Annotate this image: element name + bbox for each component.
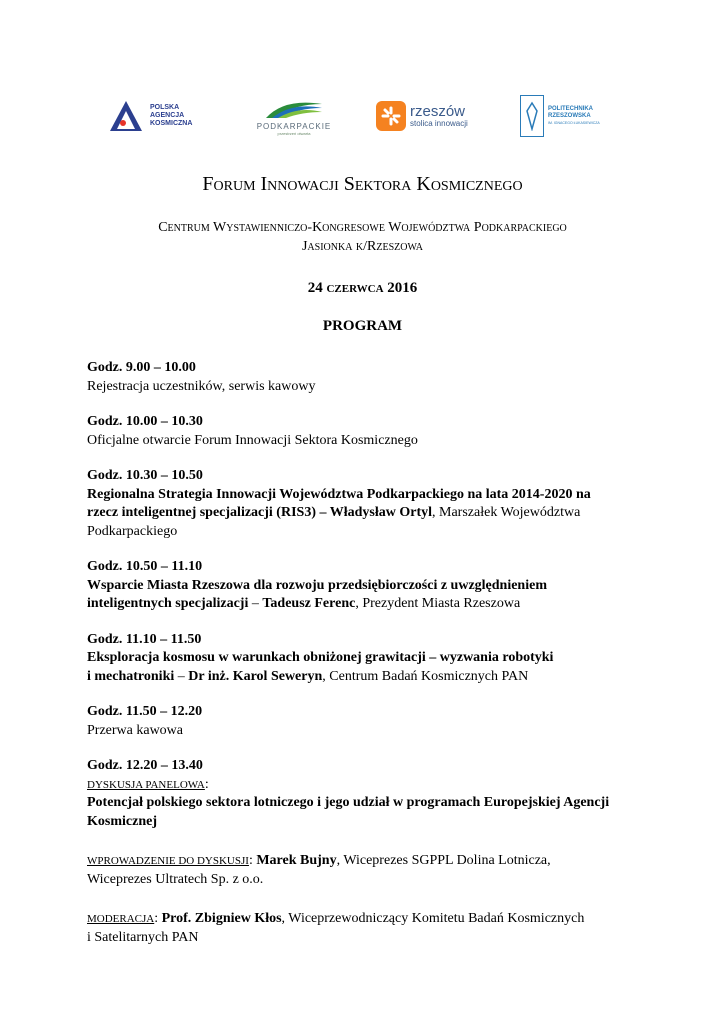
podkarpackie-logo-subtext: przestrzeń otwarta	[277, 131, 311, 136]
polska-agencja-kosmiczna-logo	[108, 88, 213, 144]
rzeszow-star-icon	[376, 101, 406, 131]
rzeszow-logo-text: rzeszów	[410, 103, 466, 120]
venue-line-2: Jasionka k/Rzeszowa	[301, 239, 424, 254]
agenda-speaker-line	[87, 504, 647, 523]
panel-topic: Potencjał polskiego sektora lotniczego i jego udział w programach Europejskiej Agencji	[87, 795, 610, 810]
pak-logo-text: POLSKA AGENCJA KOSMICZNA	[150, 104, 193, 127]
agenda-topic: Regionalna Strategia Innowacji Województwa Podkarpackiego na lata 2014-2020 na	[87, 486, 591, 502]
podkarpackie-hills-icon	[264, 96, 324, 120]
agenda-speaker-name: Tadeusz Ferenc	[262, 596, 356, 611]
podkarpackie-logo-text: PODKARPACKIE	[256, 122, 332, 131]
agenda-item	[87, 359, 647, 396]
politechnika-rzeszowska-logo	[520, 88, 616, 144]
event-date: 24 czerwca 2016	[307, 280, 418, 296]
panel-intro: WPROWADZENIE DO DYSKUSJI: Marek Bujny, Wiceprezes SGPPL Dolina Lotnicza, Wiceprezes Ultratech Sp. z o.o.	[87, 852, 647, 889]
program-heading: PROGRAM	[322, 318, 403, 334]
moderator-role: , Wiceprzewodniczący Komitetu Badań Kosmicznych	[281, 911, 585, 926]
politechnika-logo-subtext: IM. IGNACEGO ŁUKASIEWICZA	[548, 120, 600, 125]
logo-strip	[0, 88, 725, 144]
agenda-time: Godz. 10.50 – 11.10	[87, 559, 203, 574]
panel-topic-cont: Kosmicznej	[87, 813, 157, 829]
politechnika-emblem-icon	[520, 95, 544, 137]
moderator-role-cont: i Satelitarnych PAN	[87, 929, 199, 945]
podkarpackie-logo	[246, 88, 342, 144]
agenda-topic-speaker: rzecz inteligentnej specjalizacji (RIS3) – Władysław Ortyl	[87, 505, 433, 520]
agenda-speaker-role: , Centrum Badań Kosmicznych PAN	[322, 668, 529, 684]
politechnika-logo-text: POLITECHNIKA RZESZOWSKA	[548, 105, 593, 119]
agenda-item	[87, 413, 647, 450]
venue-line-1: Centrum Wystawienniczo-Kongresowe Województwa Podkarpackiego	[158, 220, 567, 235]
pak-triangle-icon	[108, 99, 144, 133]
agenda-time: Godz. 11.10 – 11.50	[87, 631, 202, 647]
agenda-topic-cont: inteligentnych specjalizacji	[87, 596, 249, 611]
agenda-time: Godz. 10.30 – 10.50	[87, 468, 203, 483]
agenda-speaker-role-cont: Podkarpackiego	[87, 523, 178, 539]
panel-intro-speaker: Marek Bujny	[256, 853, 337, 868]
agenda-time: Godz. 12.20 – 13.40	[87, 758, 203, 773]
agenda-time: Godz. 10.00 – 10.30	[87, 414, 203, 429]
agenda-speaker-line: inteligentnych specjalizacji – Tadeusz Ferenc, Prezydent Miasta Rzeszowa	[87, 596, 521, 611]
agenda-description: Przerwa kawowa	[87, 722, 184, 738]
panel-moderation: MODERACJA: Prof. Zbigniew Kłos, Wiceprzewodniczący Komitetu Badań Kosmicznych i Satelitarnych PAN	[87, 910, 647, 947]
agenda-item	[87, 631, 647, 687]
page-title	[0, 173, 725, 196]
panel-discussion-label: DYSKUSJA PANELOWA	[87, 778, 205, 791]
agenda-description: Rejestracja uczestników, serwis kawowy	[87, 378, 316, 394]
panel-intro-role: , Wiceprezes SGPPL Dolina Lotnicza,	[336, 853, 551, 868]
page-title-text: Forum Innowacji Sektora Kosmicznego	[202, 173, 523, 195]
agenda-speaker-role: , Marszałek Województwa	[432, 505, 581, 520]
panel-intro-label: WPROWADZENIE DO DYSKUSJI	[87, 855, 249, 867]
panel-label-line: DYSKUSJA PANELOWA:	[87, 776, 209, 792]
panel-intro-role-cont: Wiceprezes Ultratech Sp. z o.o.	[87, 871, 264, 887]
agenda-description: Oficjalne otwarcie Forum Innowacji Sektora Kosmicznego	[87, 432, 418, 448]
moderator-name: Prof. Zbigniew Kłos	[161, 911, 282, 926]
rzeszow-logo-subtext: stolica innowacji	[410, 119, 468, 128]
agenda-item	[87, 757, 647, 831]
agenda	[87, 359, 647, 964]
agenda-item	[87, 558, 647, 614]
moderation-label: MODERACJA	[87, 913, 155, 925]
agenda-topic: Wsparcie Miasta Rzeszowa dla rozwoju przedsiębiorczości z uwzględnieniem	[87, 577, 547, 593]
rzeszow-logo	[376, 88, 486, 144]
agenda-topic: Eksploracja kosmosu w warunkach obniżonej grawitacji – wyzwania robotyki	[87, 650, 554, 665]
agenda-item	[87, 467, 647, 541]
agenda-speaker-name: Dr inż. Karol Seweryn	[188, 668, 323, 684]
agenda-time: Godz. 11.50 – 12.20	[87, 704, 203, 719]
agenda-time: Godz. 9.00 – 10.00	[87, 360, 196, 375]
agenda-topic-cont: i mechatroniki	[87, 668, 175, 684]
agenda-speaker-line: i mechatroniki – Dr inż. Karol Seweryn, Centrum Badań Kosmicznych PAN	[87, 668, 529, 684]
agenda-item	[87, 703, 647, 740]
agenda-speaker-role: , Prezydent Miasta Rzeszowa	[355, 596, 521, 611]
